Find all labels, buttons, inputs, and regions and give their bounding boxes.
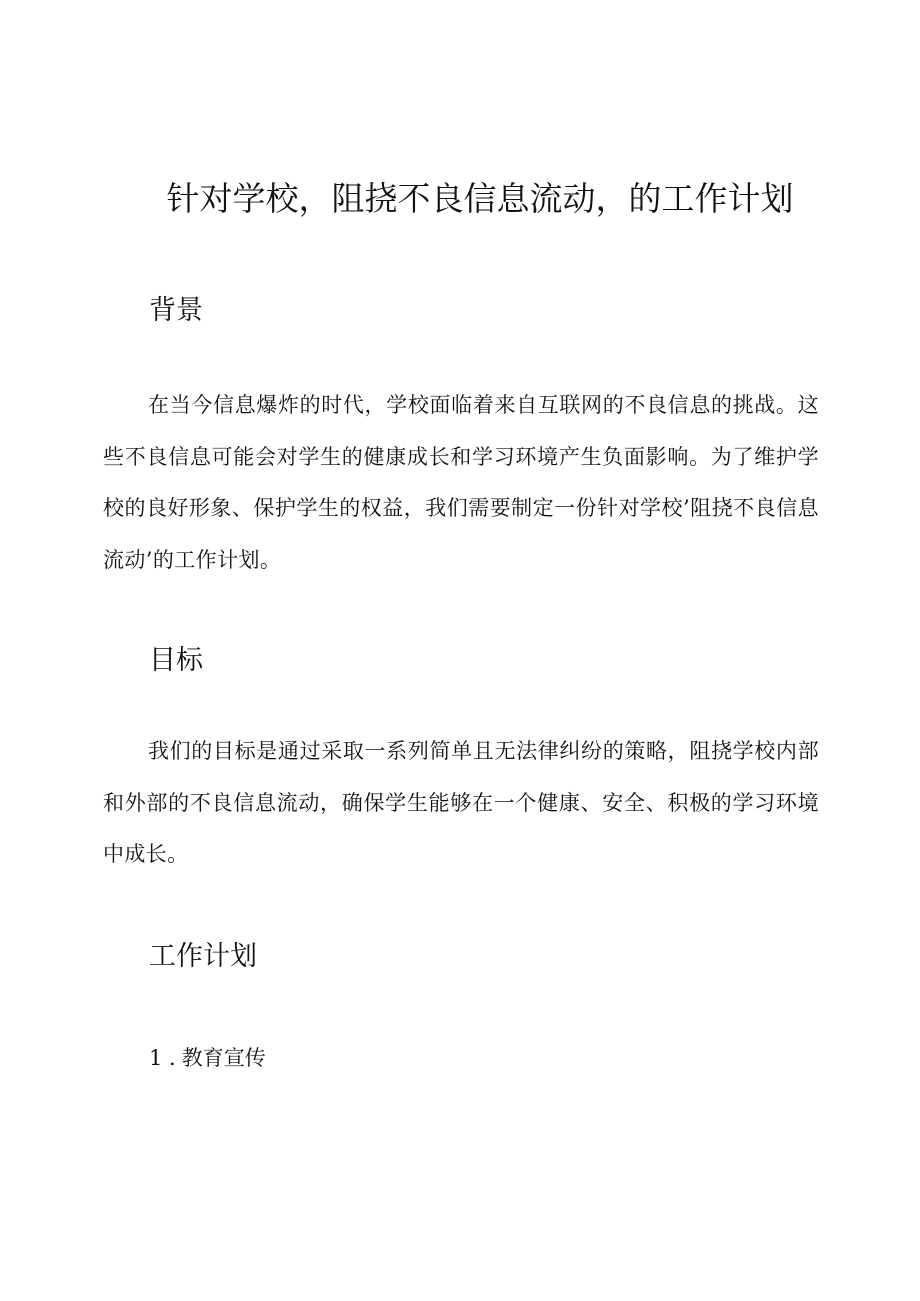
section-heading-goal: 目标 [149, 645, 203, 676]
section-heading-background: 背景 [149, 295, 203, 326]
list-item [149, 1040, 266, 1076]
list-item-label: 教育宣传 [181, 1046, 266, 1070]
list-item-number: 1 . [149, 1046, 176, 1070]
section-heading-work-plan: 工作计划 [149, 941, 257, 972]
background-paragraph: 在当今信息爆炸的时代，学校面临着来自互联网的不良信息的挑战。这些不良信息可能会对学生的健康成长和学习环境产生负面影响。为了维护学校的良好形象、保护学生的权益，我们需要制定一份针对学校’阻挠不良信息流动’的工作计划。 [103, 393, 819, 572]
goal-paragraph: 我们的目标是通过采取一系列简单且无法律纠纷的策略，阻挠学校内部和外部的不良信息流动，确保学生能够在一个健康、安全、积极的学习环境中成长。 [103, 739, 819, 866]
document-title: 针对学校，阻挠不良信息流动，的工作计划 [166, 179, 794, 218]
